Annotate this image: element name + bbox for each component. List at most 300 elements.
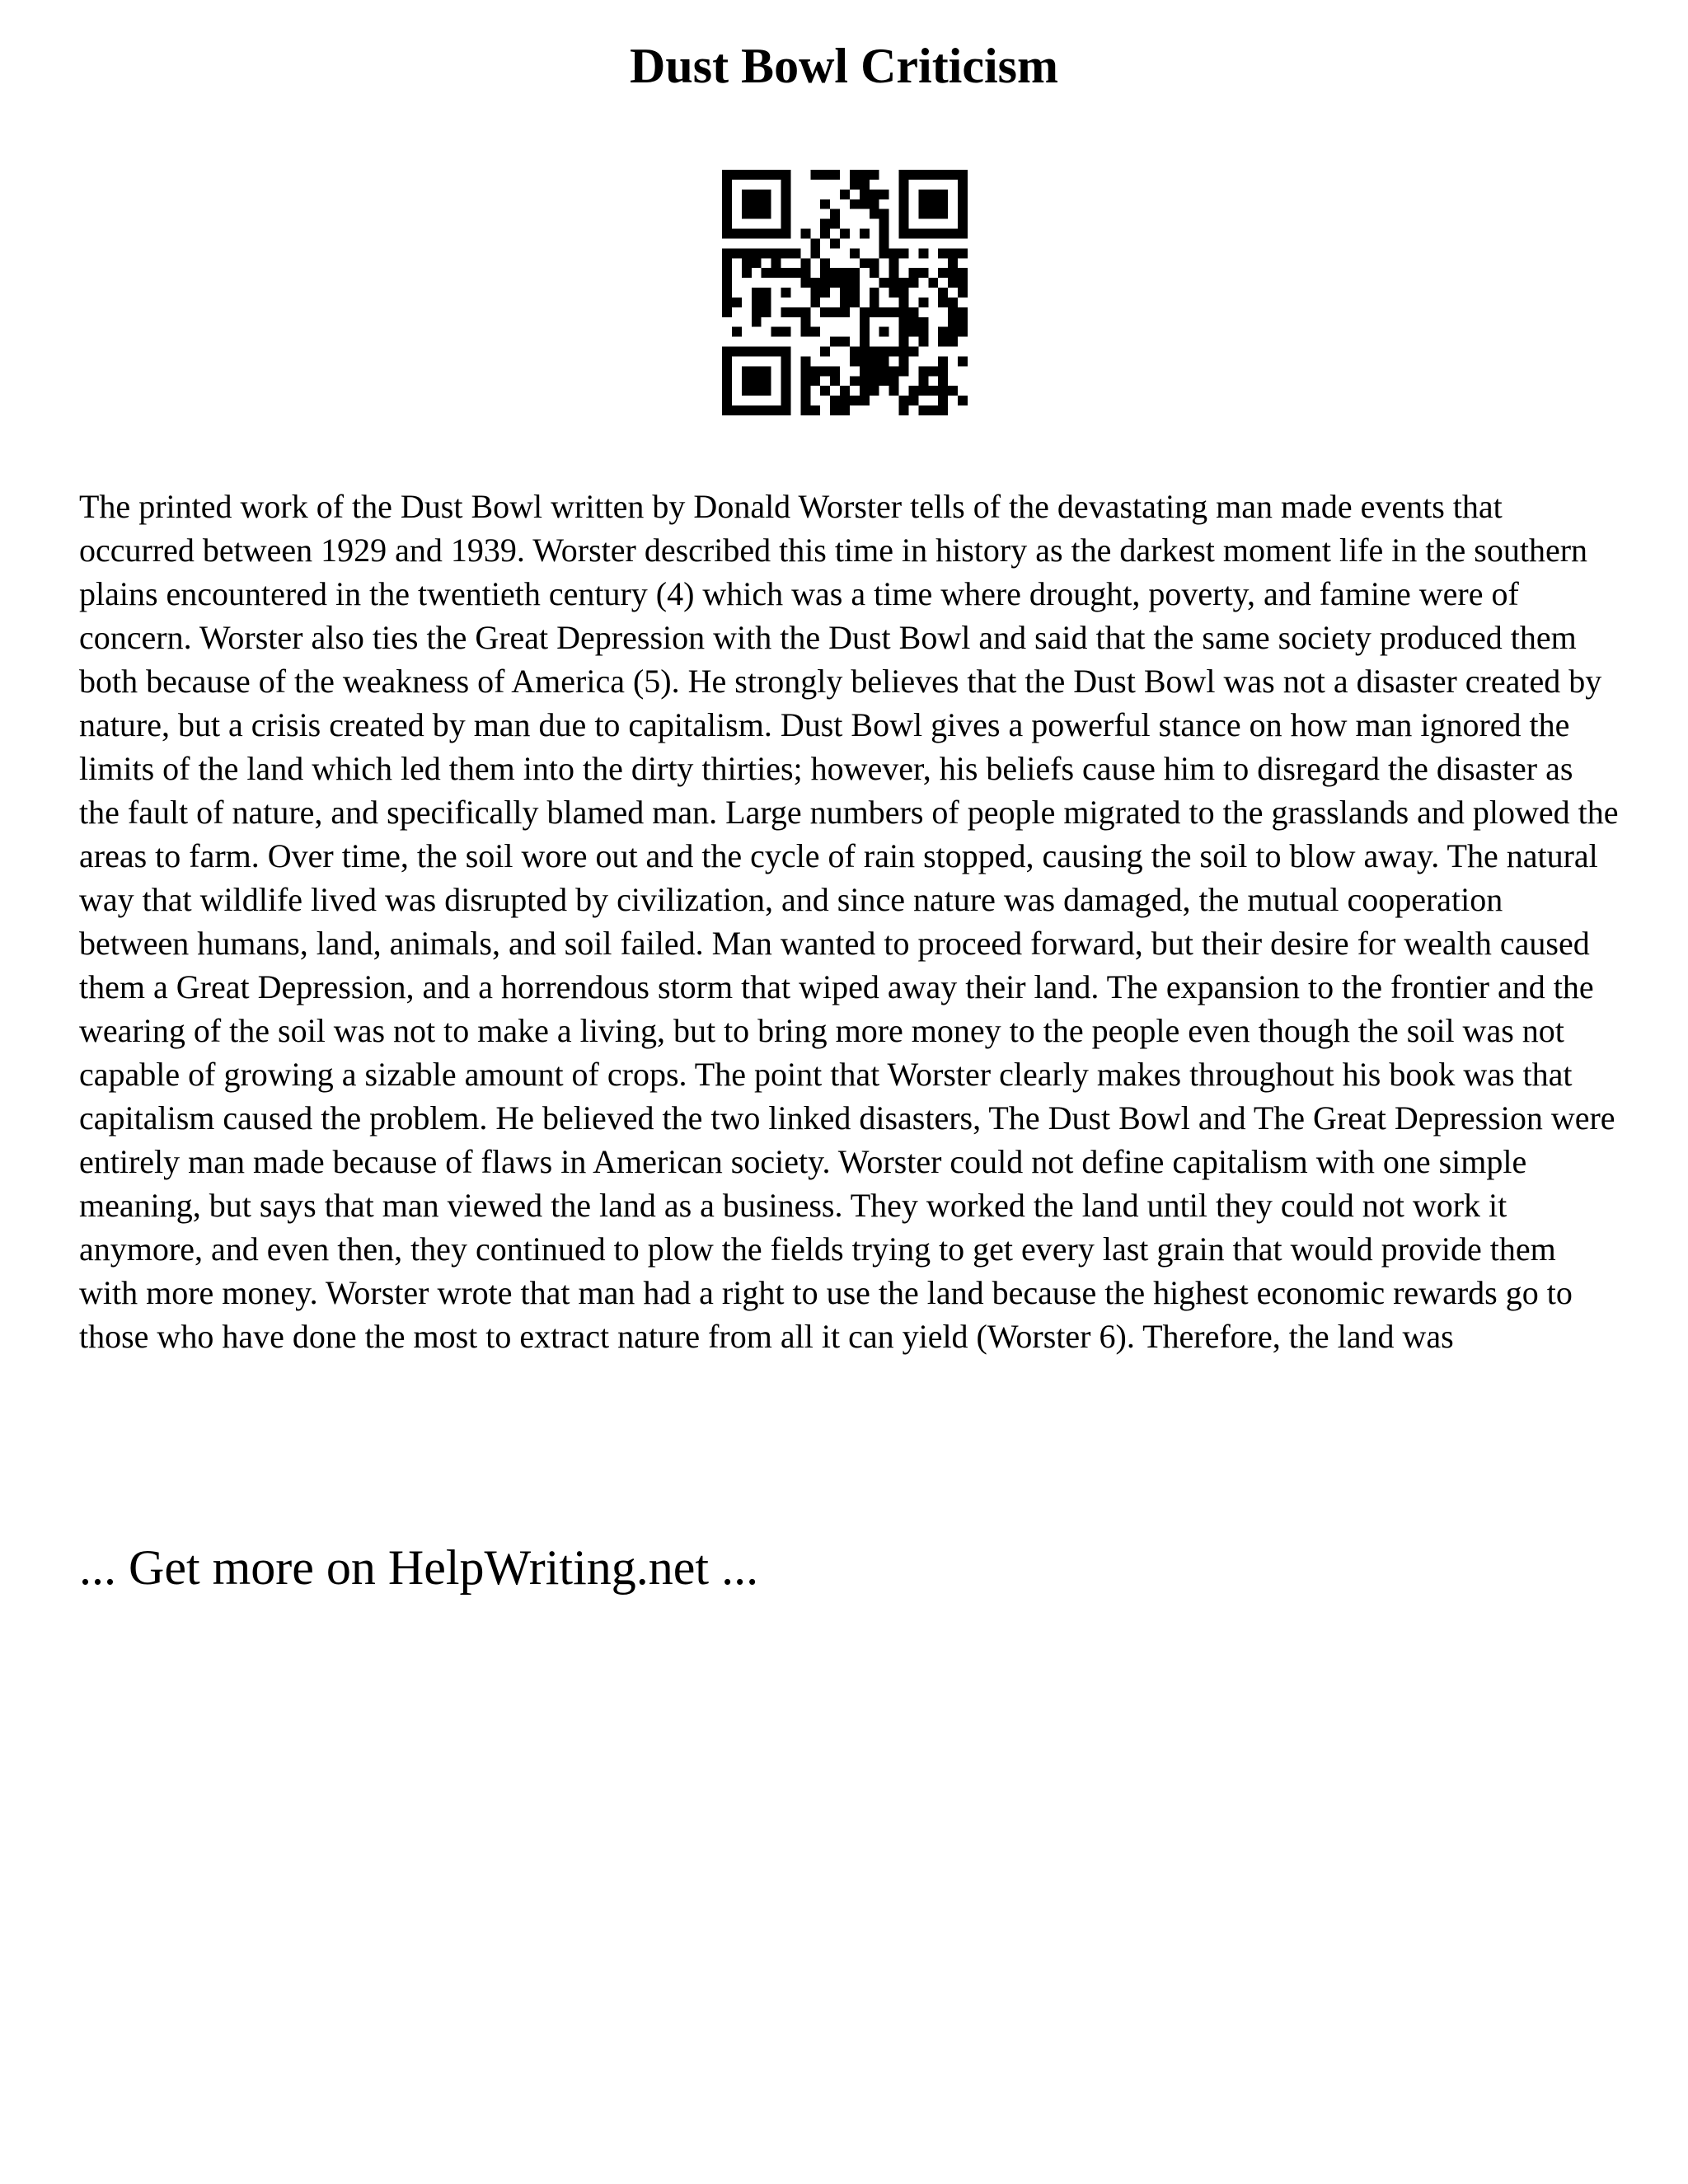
- qr-module: [762, 307, 771, 317]
- qr-module: [908, 229, 918, 239]
- qr-module: [820, 229, 830, 239]
- qr-module: [889, 376, 899, 386]
- qr-module: [958, 307, 968, 317]
- qr-module: [722, 229, 732, 239]
- qr-module: [771, 229, 781, 239]
- qr-module: [860, 396, 870, 405]
- qr-module: [948, 248, 958, 258]
- qr-module: [830, 307, 840, 317]
- qr-module: [889, 288, 899, 298]
- qr-module: [948, 170, 958, 180]
- qr-module: [879, 366, 889, 376]
- qr-module: [790, 268, 800, 278]
- qr-module: [860, 366, 870, 376]
- qr-module: [889, 278, 899, 288]
- qr-module: [870, 258, 879, 268]
- qr-module: [722, 347, 732, 357]
- qr-module: [800, 376, 810, 386]
- qr-module: [800, 278, 810, 288]
- qr-module: [908, 307, 918, 317]
- qr-module: [899, 219, 909, 229]
- qr-module: [889, 386, 899, 396]
- qr-module: [840, 229, 850, 239]
- qr-module: [860, 317, 870, 327]
- qr-module: [899, 199, 909, 209]
- qr-module: [790, 248, 800, 258]
- qr-module: [958, 199, 968, 209]
- qr-module: [860, 170, 870, 180]
- qr-module: [879, 209, 889, 219]
- qr-module: [870, 190, 879, 199]
- qr-module: [820, 386, 830, 396]
- qr-module: [938, 190, 948, 199]
- qr-module: [860, 347, 870, 357]
- qr-module: [889, 268, 899, 278]
- qr-module: [908, 317, 918, 327]
- qr-module: [958, 190, 968, 199]
- qr-module: [889, 248, 899, 258]
- qr-module: [879, 376, 889, 386]
- qr-module: [889, 258, 899, 268]
- qr-module: [840, 278, 850, 288]
- qr-module: [899, 307, 909, 317]
- qr-module: [752, 248, 762, 258]
- qr-module: [958, 180, 968, 190]
- qr-module: [781, 180, 791, 190]
- qr-module: [870, 298, 879, 307]
- qr-module: [742, 366, 752, 376]
- qr-module: [722, 199, 732, 209]
- qr-module: [850, 298, 860, 307]
- qr-module: [742, 199, 752, 209]
- qr-module: [830, 170, 840, 180]
- qr-module: [800, 268, 810, 278]
- qr-module: [879, 347, 889, 357]
- qr-module: [810, 376, 820, 386]
- qr-module: [830, 405, 840, 415]
- qr-module: [948, 307, 958, 317]
- qr-module: [752, 347, 762, 357]
- qr-module: [781, 190, 791, 199]
- qr-module: [820, 288, 830, 298]
- qr-module: [899, 396, 909, 405]
- qr-module: [860, 307, 870, 317]
- qr-module: [810, 278, 820, 288]
- qr-module: [732, 347, 742, 357]
- qr-module: [771, 268, 781, 278]
- qr-module: [899, 180, 909, 190]
- qr-module: [742, 170, 752, 180]
- qr-module: [781, 288, 791, 298]
- qr-module: [928, 170, 938, 180]
- qr-module: [742, 386, 752, 396]
- qr-module: [781, 199, 791, 209]
- qr-module: [790, 307, 800, 317]
- qr-module: [938, 337, 948, 347]
- qr-module: [781, 376, 791, 386]
- qr-module: [899, 248, 909, 258]
- qr-module: [830, 376, 840, 386]
- qr-module: [899, 209, 909, 219]
- qr-module: [899, 327, 909, 337]
- qr-module: [820, 219, 830, 229]
- qr-module: [762, 405, 771, 415]
- qr-module: [918, 199, 928, 209]
- qr-module: [899, 356, 909, 366]
- qr-module: [908, 278, 918, 288]
- qr-module: [899, 405, 909, 415]
- qr-module: [840, 405, 850, 415]
- qr-module: [722, 396, 732, 405]
- qr-module: [870, 209, 879, 219]
- qr-module: [752, 376, 762, 386]
- qr-module: [908, 396, 918, 405]
- qr-module: [879, 219, 889, 229]
- qr-module: [771, 327, 781, 337]
- qr-module: [762, 366, 771, 376]
- qr-module: [948, 317, 958, 327]
- qr-module: [781, 219, 791, 229]
- qr-module: [732, 229, 742, 239]
- qr-module: [781, 209, 791, 219]
- qr-module: [771, 170, 781, 180]
- qr-module: [762, 288, 771, 298]
- qr-module: [938, 356, 948, 366]
- qr-module: [810, 238, 820, 248]
- qr-module: [948, 298, 958, 307]
- qr-module: [948, 337, 958, 347]
- qr-code-icon: [722, 170, 968, 415]
- qr-module: [958, 219, 968, 229]
- qr-module: [722, 386, 732, 396]
- qr-module: [860, 327, 870, 337]
- qr-module: [752, 386, 762, 396]
- qr-module: [899, 366, 909, 376]
- qr-module: [918, 248, 928, 258]
- qr-module: [958, 248, 968, 258]
- qr-module: [928, 209, 938, 219]
- qr-module: [860, 199, 870, 209]
- qr-module: [889, 366, 899, 376]
- qr-module: [938, 268, 948, 278]
- qr-module: [850, 396, 860, 405]
- qr-module: [958, 356, 968, 366]
- qr-module: [850, 199, 860, 209]
- qr-module: [752, 209, 762, 219]
- qr-module: [781, 248, 791, 258]
- qr-module: [870, 386, 879, 396]
- qr-module: [800, 258, 810, 268]
- qr-module: [948, 278, 958, 288]
- qr-module: [781, 366, 791, 376]
- qr-module: [879, 248, 889, 258]
- qr-module: [820, 307, 830, 317]
- qr-module: [860, 386, 870, 396]
- qr-module: [918, 190, 928, 199]
- qr-module: [948, 258, 958, 268]
- qr-module: [820, 170, 830, 180]
- qr-module: [722, 258, 732, 268]
- qr-module: [850, 170, 860, 180]
- qr-module: [850, 356, 860, 366]
- qr-module: [762, 347, 771, 357]
- qr-module: [742, 405, 752, 415]
- qr-module: [771, 405, 781, 415]
- qr-module: [928, 190, 938, 199]
- qr-module: [850, 248, 860, 258]
- qr-module: [722, 248, 732, 258]
- qr-module: [850, 180, 860, 190]
- qr-module: [879, 356, 889, 366]
- get-more-link[interactable]: ... Get more on HelpWriting.net ...: [79, 1540, 759, 1595]
- qr-module: [820, 258, 830, 268]
- qr-module: [938, 396, 948, 405]
- qr-module: [938, 386, 948, 396]
- qr-module: [800, 356, 810, 366]
- qr-module: [742, 376, 752, 386]
- qr-module: [870, 366, 879, 376]
- qr-module: [948, 229, 958, 239]
- qr-module: [820, 278, 830, 288]
- qr-module: [810, 366, 820, 376]
- qr-module: [899, 317, 909, 327]
- qr-module: [899, 229, 909, 239]
- qr-module: [800, 307, 810, 317]
- qr-module: [722, 278, 732, 288]
- qr-module: [899, 337, 909, 347]
- qr-module: [958, 229, 968, 239]
- qr-module: [781, 307, 791, 317]
- qr-module: [918, 268, 928, 278]
- qr-module: [742, 268, 752, 278]
- qr-module: [830, 219, 840, 229]
- qr-module: [762, 376, 771, 386]
- qr-module: [800, 327, 810, 337]
- qr-module: [908, 386, 918, 396]
- qr-module: [820, 366, 830, 376]
- qr-module: [722, 307, 732, 317]
- qr-module: [752, 288, 762, 298]
- qr-module: [938, 288, 948, 298]
- qr-module: [762, 248, 771, 258]
- qr-module: [928, 229, 938, 239]
- qr-module: [879, 190, 889, 199]
- qr-module: [722, 356, 732, 366]
- qr-module: [899, 190, 909, 199]
- qr-module: [918, 209, 928, 219]
- qr-module: [722, 219, 732, 229]
- qr-module: [958, 170, 968, 180]
- qr-module: [918, 327, 928, 337]
- qr-module: [840, 396, 850, 405]
- qr-module: [850, 268, 860, 278]
- qr-module: [938, 405, 948, 415]
- qr-module: [918, 229, 928, 239]
- qr-module: [830, 396, 840, 405]
- qr-module: [879, 238, 889, 248]
- qr-module: [918, 170, 928, 180]
- qr-module: [762, 190, 771, 199]
- qr-module: [800, 386, 810, 396]
- qr-module: [958, 209, 968, 219]
- qr-module: [820, 199, 830, 209]
- qr-module: [820, 347, 830, 357]
- qr-module: [899, 298, 909, 307]
- qr-module: [879, 327, 889, 337]
- qr-module: [860, 356, 870, 366]
- qr-module: [918, 317, 928, 327]
- qr-module: [810, 170, 820, 180]
- qr-module: [771, 347, 781, 357]
- qr-module: [742, 258, 752, 268]
- qr-module: [840, 288, 850, 298]
- qr-module: [840, 386, 850, 396]
- qr-module: [781, 170, 791, 180]
- qr-module: [928, 405, 938, 415]
- qr-module: [762, 209, 771, 219]
- qr-module: [948, 268, 958, 278]
- qr-module: [752, 229, 762, 239]
- qr-module: [958, 288, 968, 298]
- qr-module: [918, 386, 928, 396]
- qr-module: [742, 347, 752, 357]
- qr-module: [810, 327, 820, 337]
- qr-module: [830, 366, 840, 376]
- qr-module: [800, 405, 810, 415]
- qr-module: [762, 298, 771, 307]
- qr-module: [958, 278, 968, 288]
- qr-module: [722, 376, 732, 386]
- qr-module: [860, 376, 870, 386]
- qr-module: [918, 366, 928, 376]
- qr-module: [722, 190, 732, 199]
- qr-module: [948, 327, 958, 337]
- qr-module: [722, 180, 732, 190]
- qr-module: [840, 298, 850, 307]
- qr-module: [830, 268, 840, 278]
- qr-module: [800, 229, 810, 239]
- qr-module: [879, 278, 889, 288]
- qr-module: [762, 386, 771, 396]
- qr-module: [908, 327, 918, 337]
- qr-module: [810, 248, 820, 258]
- qr-module: [732, 170, 742, 180]
- qr-module: [918, 376, 928, 386]
- qr-module: [948, 386, 958, 396]
- qr-module: [722, 268, 732, 278]
- qr-module: [742, 190, 752, 199]
- qr-module: [870, 268, 879, 278]
- qr-module: [830, 278, 840, 288]
- qr-module: [722, 209, 732, 219]
- qr-module: [899, 278, 909, 288]
- qr-module: [938, 248, 948, 258]
- qr-module: [742, 209, 752, 219]
- qr-module: [870, 170, 879, 180]
- qr-module: [752, 307, 762, 317]
- qr-module: [928, 366, 938, 376]
- qr-module: [800, 317, 810, 327]
- qr-module: [840, 337, 850, 347]
- qr-module: [800, 366, 810, 376]
- qr-module: [870, 376, 879, 386]
- qr-module: [928, 278, 938, 288]
- qr-module: [781, 405, 791, 415]
- qr-module: [899, 347, 909, 357]
- qr-module: [889, 307, 899, 317]
- qr-module: [958, 268, 968, 278]
- qr-module: [762, 229, 771, 239]
- qr-module: [830, 337, 840, 347]
- qr-module: [850, 376, 860, 386]
- qr-module: [860, 190, 870, 199]
- qr-module: [752, 405, 762, 415]
- qr-module: [850, 288, 860, 298]
- qr-module: [830, 209, 840, 219]
- qr-module: [732, 327, 742, 337]
- qr-module: [752, 366, 762, 376]
- qr-module: [781, 268, 791, 278]
- qr-module: [840, 307, 850, 317]
- qr-module: [752, 317, 762, 327]
- qr-module: [722, 366, 732, 376]
- qr-module: [938, 327, 948, 337]
- qr-module: [752, 258, 762, 268]
- qr-module: [762, 199, 771, 209]
- qr-module: [781, 229, 791, 239]
- qr-module: [771, 248, 781, 258]
- qr-module: [742, 229, 752, 239]
- qr-module: [958, 317, 968, 327]
- qr-module: [870, 307, 879, 317]
- qr-module: [958, 396, 968, 405]
- qr-module: [732, 405, 742, 415]
- qr-module: [870, 288, 879, 298]
- qr-module: [899, 288, 909, 298]
- qr-module: [879, 307, 889, 317]
- qr-module: [752, 190, 762, 199]
- qr-module: [938, 366, 948, 376]
- qr-module: [781, 396, 791, 405]
- qr-module: [781, 327, 791, 337]
- qr-module: [742, 248, 752, 258]
- qr-module: [840, 268, 850, 278]
- qr-module: [722, 405, 732, 415]
- qr-module: [889, 347, 899, 357]
- qr-module: [781, 347, 791, 357]
- qr-module: [732, 298, 742, 307]
- page-title: Dust Bowl Criticism: [630, 39, 1058, 93]
- qr-module: [732, 248, 742, 258]
- qr-module: [810, 405, 820, 415]
- qr-module: [860, 180, 870, 190]
- qr-module: [810, 298, 820, 307]
- qr-module: [752, 298, 762, 307]
- qr-module: [781, 386, 791, 396]
- qr-module: [928, 386, 938, 396]
- qr-module: [830, 238, 840, 248]
- qr-module: [928, 199, 938, 209]
- qr-module: [860, 229, 870, 239]
- qr-module: [918, 337, 928, 347]
- qr-module: [908, 268, 918, 278]
- qr-module: [938, 209, 948, 219]
- qr-module: [860, 337, 870, 347]
- qr-module: [840, 190, 850, 199]
- qr-module: [860, 258, 870, 268]
- qr-module: [722, 298, 732, 307]
- qr-module: [752, 170, 762, 180]
